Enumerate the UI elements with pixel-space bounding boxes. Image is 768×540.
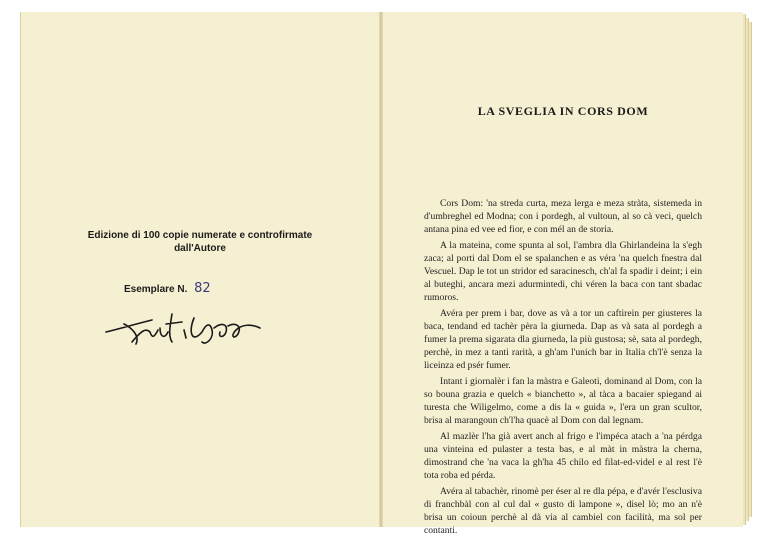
copy-number-line (124, 281, 324, 296)
paragraph: A la mateina, come spunta al sol, l'ambra dla Ghirlandeina la s'egh zaca; al porti dal Dom el se spalanchen e as véra 'na quelch fnestra dal Vescuel. Dap le tot un stridor ed saracinesch, ch'al fa spadir i deint; i ein al buteghi, ancara mezi adurmintedi, chi véren la baca con tant sbadac rumoros. (424, 240, 702, 303)
paragraph: Avéra al tabachèr, rinomè per éser al re dla pépa, e d'avér l'esclusiva di franchbàl con al cul dal « gusto di lampone », disel lò; mo an n'è brisa un coioun perchè al dà via al cambiel con facilità, ma sol per contanti. (424, 486, 702, 536)
paragraph: Avéra per prem i bar, dove as và a tor un caftirein per giusteres la baca, tendand ed tachèr pèra la giurneda. Dap as và sata al pordegh a fumer la prema sigarata dla giurneda, la più gustosa; sè, sata al pordegh, perchè, in mez a tanti rarità, a gh'am l'unich bar in Italia ch'l'è senza la liceinza ed psér fumer. (424, 308, 702, 371)
author-signature (102, 302, 272, 350)
paragraph: Intant i giornalèr i fan la màstra e Galeoti, dominand al Dom, con la so bouna grazia e quelch « bianchetto », al tàca a bacaier spiegand ai turesta che Wiligelmo, come a dis la « guida », l'era un gran scultor, brisa al marangoun ch'l'ha quacè al Dom con dal legnam. (424, 376, 702, 426)
edition-notice (70, 229, 330, 255)
paragraph: Cors Dom: 'na streda curta, meza lerga e meza stràta, sistemeda in d'umbreghel ed Modna; con i pordegh, al vultoun, al so cà veci, quelch antana pina ed vee ed fior, e con mél an de storia. (424, 198, 702, 235)
chapter-title: LA SVEGLIA IN CORS DOM (477, 104, 649, 118)
chapter-body (424, 197, 702, 540)
copy-label: Esemplare N. (124, 284, 188, 295)
copy-number: 82 (194, 281, 211, 296)
edition-line: dall'Autore (174, 243, 226, 254)
paragraph: Al mazlèr l'ha già avert anch al frigo e l'impéca atach a 'na pérdga una vinteina ed pulaster a testa bas, e al màt in màstra la cherna, dimostrand che 'na vaca la gh'ha 45 chilo ed filat-ed-videl e al rest l'è tota roba ed pérda. (424, 431, 702, 481)
page-edge (749, 22, 752, 517)
edition-line: Edizione di 100 copie numerate e controfirmate (87, 230, 313, 241)
left-page (20, 12, 380, 527)
